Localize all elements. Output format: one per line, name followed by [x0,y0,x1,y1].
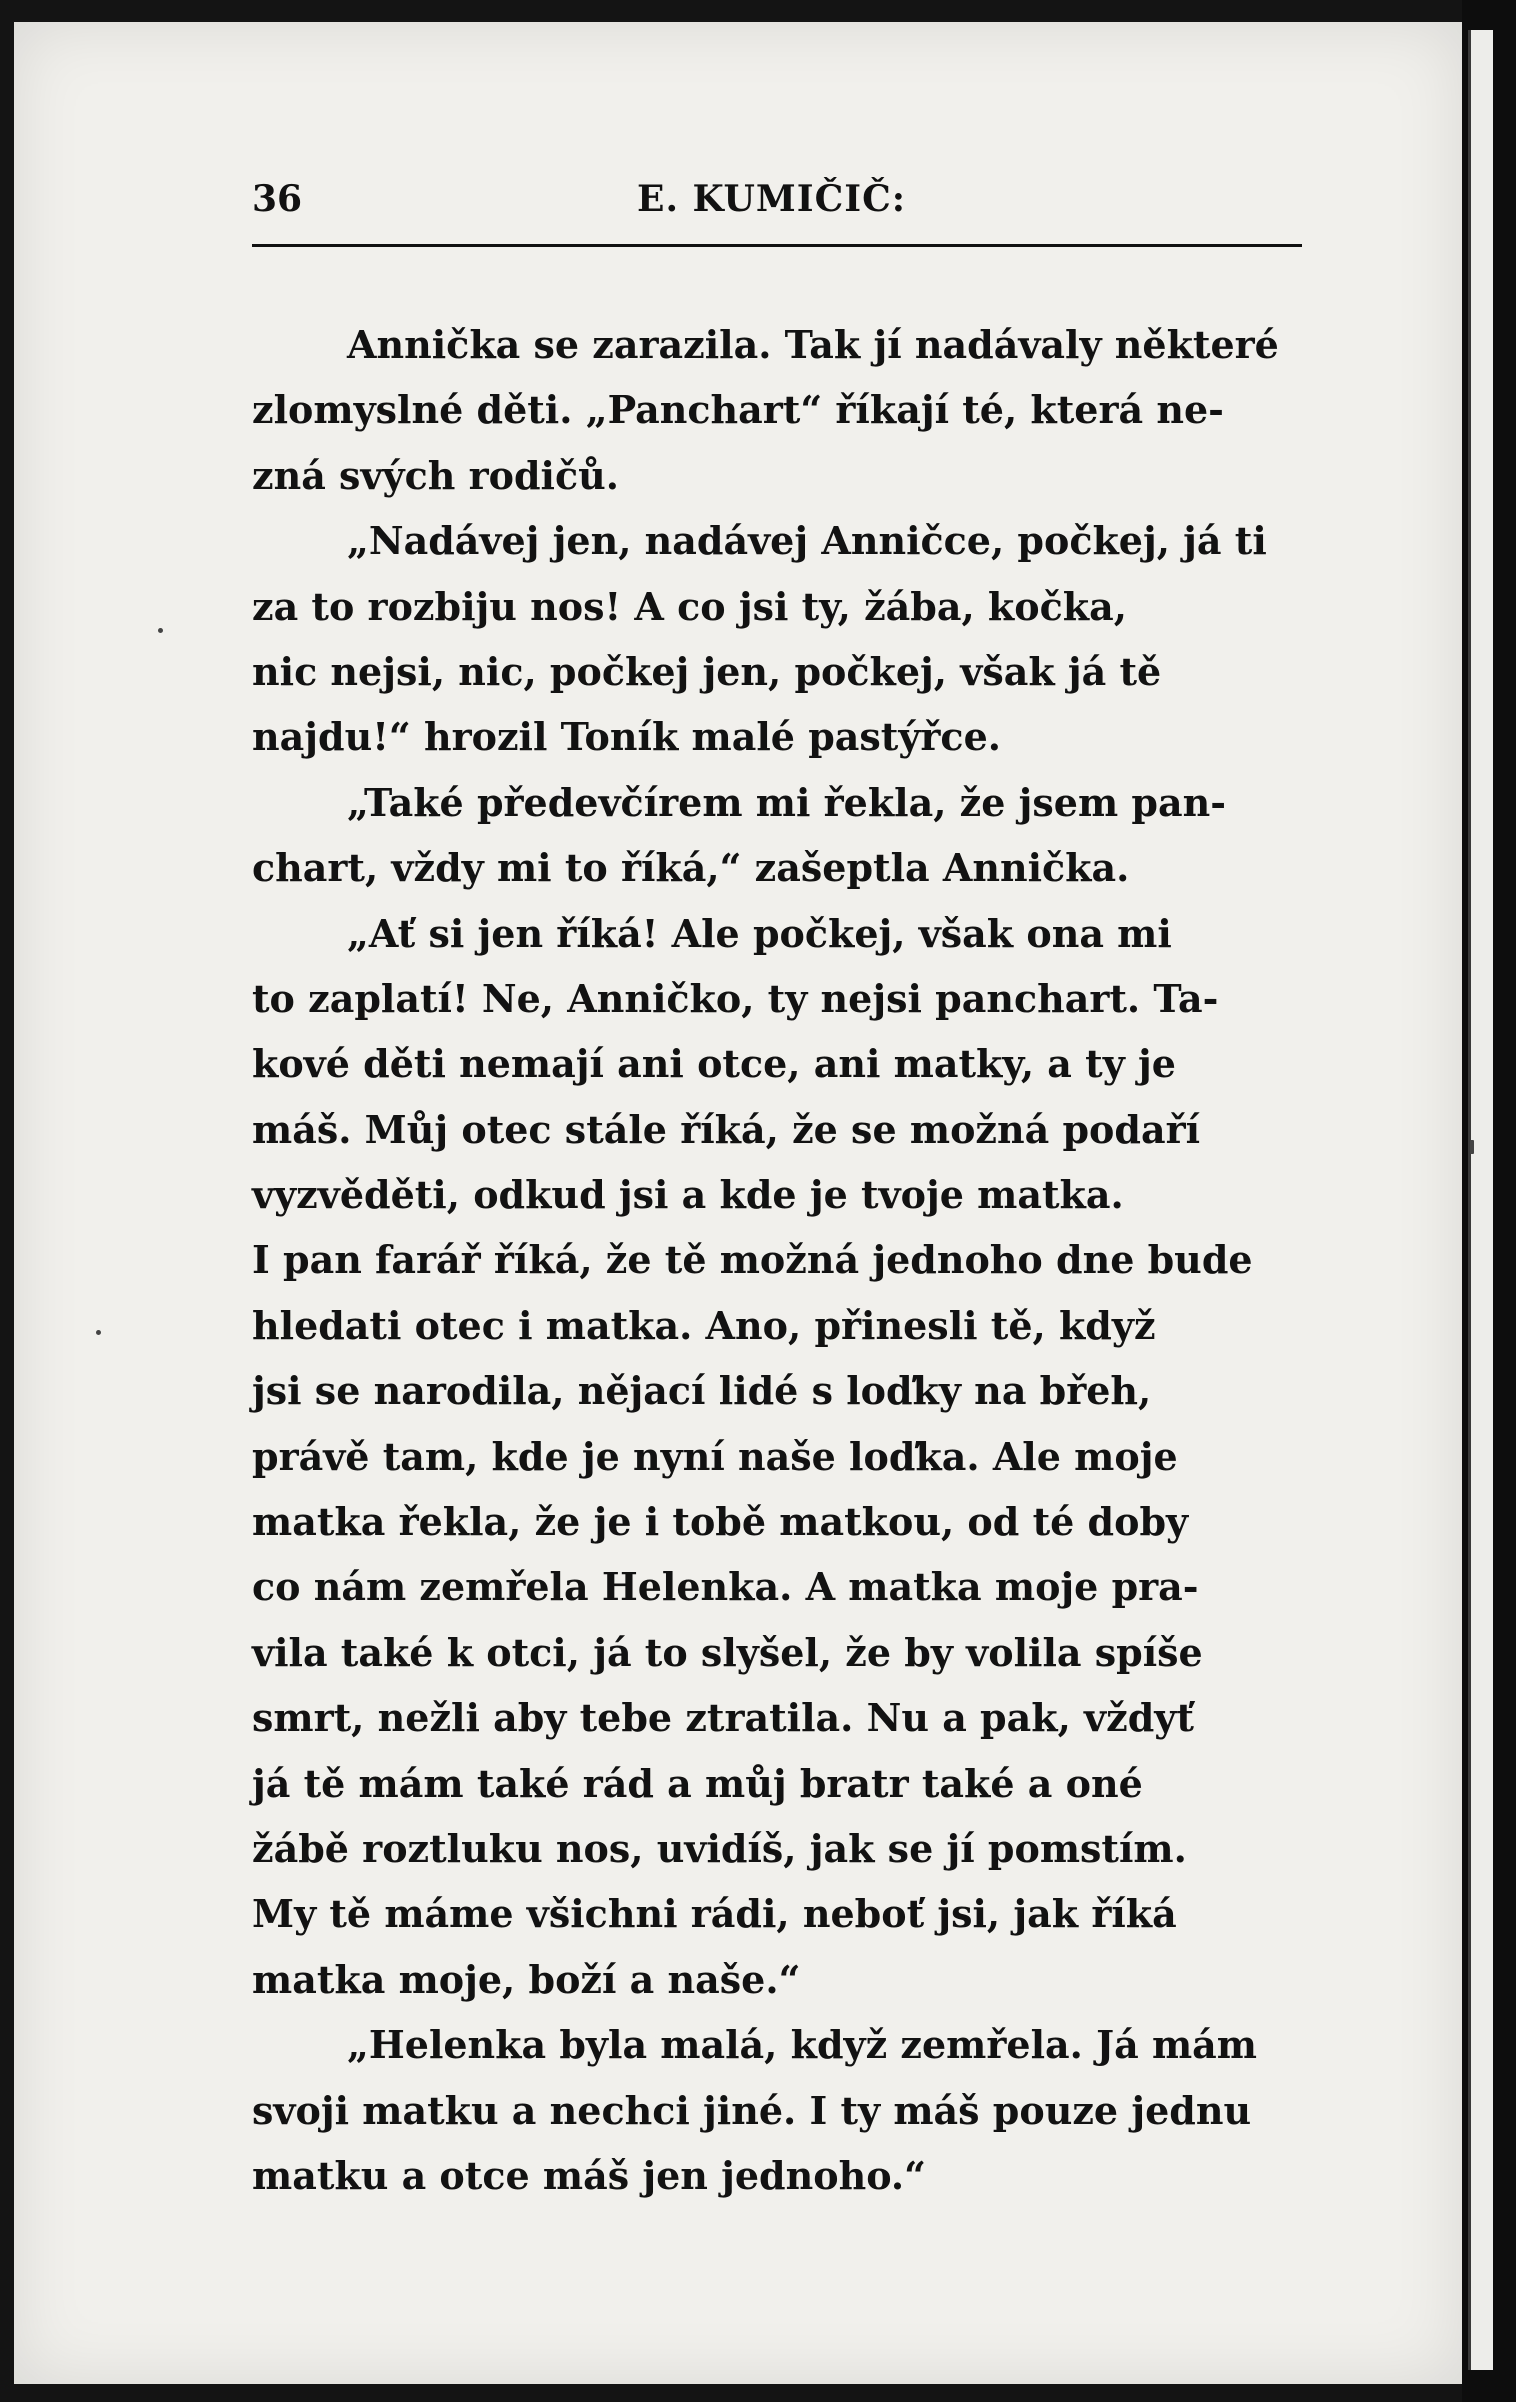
text-line: „Ať si jen říká! Ale počkej, však ona mi [347,910,1172,956]
text-line: žábě roztluku nos, uvidíš, jak se jí pomstím. [252,1825,1187,1871]
text-line: máš. Můj otec stále říká, že se možná podaří [252,1106,1201,1152]
text-line: zná svých rodičů. [252,452,619,498]
text-line: „Také předevčírem mi řekla, že jsem pan- [347,779,1227,825]
text-line: hledati otec i matka. Ano, přinesli tě, když [252,1302,1156,1348]
text-line: co nám zemřela Helenka. A matka moje pra- [252,1564,1199,1610]
text-line: Annička se zarazila. Tak jí nadávaly některé [347,322,1279,367]
text-line: „Helenka byla malá, když zemřela. Já mám [347,2022,1257,2068]
text-line: kové děti nemají ani otce, ani matky, a ty je [252,1041,1176,1087]
text-line: matka moje, boží a naše.“ [252,1956,801,2002]
text-line: smrt, nežli aby tebe ztratila. Nu a pak, vždyť [252,1695,1194,1741]
scan-speck [1470,1140,1474,1154]
page-number: 36 [252,178,303,220]
adjacent-page-edge [1468,30,1493,2370]
text-line: chart, vždy mi to říká,“ zašeptla Annička. [252,845,1130,891]
text-line: matka řekla, že je i tobě matkou, od té doby [252,1499,1189,1545]
text-line: matku a otce máš jen jednoho.“ [252,2152,926,2198]
scan-speck [158,628,163,633]
header-rule [252,244,1302,247]
page-header [252,178,1302,238]
running-head: E. KUMIČIČ: [637,178,907,220]
text-line: vyzvěděti, odkud jsi a kde je tvoje matka. [252,1172,1124,1218]
scan-speck [96,1330,101,1335]
body-text [252,312,1302,2208]
text-line: to zaplatí! Ne, Anničko, ty nejsi panchart. Ta- [252,975,1219,1021]
text-line: nic nejsi, nic, počkej jen, počkej, však já tě [252,648,1162,694]
text-line: za to rozbiju nos! A co jsi ty, žába, kočka, [252,583,1127,629]
text-line: právě tam, kde je nyní naše loďka. Ale moje [252,1433,1178,1479]
text-line: My tě máme všichni rádi, neboť jsi, jak říká [252,1891,1177,1937]
text-line: svoji matku a nechci jiné. I ty máš pouze jednu [252,2087,1252,2133]
text-line: „Nadávej jen, nadávej Anničce, počkej, já ti [347,518,1267,564]
text-line: já tě mám také rád a můj bratr také a oné [252,1760,1143,1806]
text-line: I pan farář říká, že tě možná jednoho dne bude [252,1237,1253,1283]
text-line: vila také k otci, já to slyšel, že by volila spíše [252,1629,1203,1675]
text-line: jsi se narodila, nějací lidé s loďky na břeh, [252,1368,1152,1414]
text-line: zlomyslné děti. „Panchart“ říkají té, která ne- [252,387,1224,433]
text-line: najdu!“ hrozil Toník malé pastýřce. [252,714,1001,760]
